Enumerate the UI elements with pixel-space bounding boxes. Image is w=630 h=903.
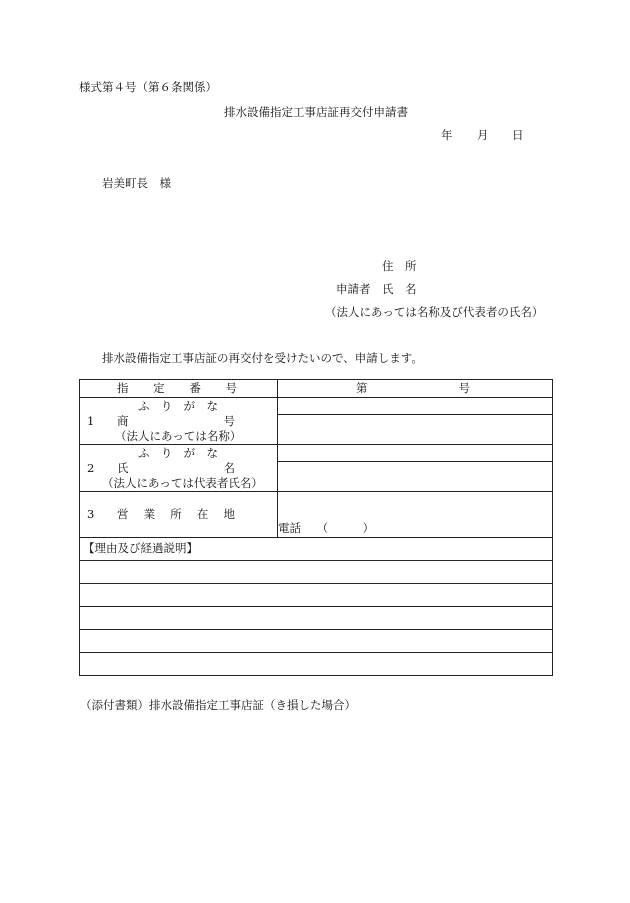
application-table [79,379,553,676]
name-label: 氏 名 [382,282,417,296]
attachment-note: （添付書類）排水設備指定工事店証（き損した場合） [80,698,356,712]
reason-line [80,584,553,607]
representative-name-note: （法人にあっては代表者氏名） [102,476,263,490]
reason-field[interactable] [80,561,553,584]
furigana-char: な [206,399,218,413]
label-char: 号 [223,414,235,428]
date-month: 月 [477,128,489,142]
trade-name-note: （法人にあっては名称） [115,429,242,443]
number-prefix: 第 [356,380,368,395]
reason-line [80,653,553,676]
item-number: 1 [87,414,95,428]
label-char: 在 [196,506,209,521]
trade-name-field[interactable] [278,415,553,445]
furigana-char: ふ [138,446,150,460]
label-char: 業 [143,506,156,521]
label-char: 号 [225,380,237,395]
name-furigana-field[interactable] [278,445,553,462]
label-char: 営 [117,506,129,521]
office-location-label [80,492,278,538]
label-char: 商 [117,414,129,428]
label-char: 地 [223,506,235,521]
furigana-char: り [160,446,173,460]
applicant-role-label: 申請者 [336,282,371,296]
reason-line [80,607,553,630]
representative-name-label [80,445,278,492]
name-furigana-row [80,445,553,462]
reason-field[interactable] [80,653,553,676]
form-number: 様式第４号（第６条関係） [79,80,217,94]
label-char: 名 [223,461,235,475]
reason-field[interactable] [80,607,553,630]
addressee: 岩美町長 様 [102,176,171,190]
trade-name-furigana-field[interactable] [278,398,553,415]
reason-line [80,561,553,584]
label-char: 定 [153,380,165,395]
trade-name-label [80,398,278,445]
label-char: 番 [189,380,201,395]
label-char: 氏 [117,461,129,475]
reason-label: 【理由及び経過説明】 [80,538,553,561]
furigana-char: な [206,446,218,460]
applicant-note: （法人にあっては名称及び代表者の氏名） [325,305,544,319]
date-year: 年 [441,128,453,142]
phone-label: 電話 [278,520,301,535]
furigana-char: が [183,446,196,460]
reason-line [80,630,553,653]
furigana-char: り [160,399,173,413]
reason-field[interactable] [80,584,553,607]
designation-number-value[interactable] [278,380,553,398]
office-location-row [80,492,553,538]
reason-header-row [80,538,553,561]
label-char: 所 [170,506,182,521]
number-suffix: 号 [458,380,470,395]
item-number: 3 [87,506,95,521]
date-day: 日 [512,128,524,142]
representative-name-field[interactable] [278,462,553,492]
designation-number-label [80,380,278,398]
address-label: 住 所 [382,259,417,273]
phone-field[interactable]: （ ） [316,520,375,535]
page-title: 排水設備指定工事店証再交付申請書 [224,105,408,119]
reason-field[interactable] [80,630,553,653]
furigana-char: が [183,399,196,413]
statement: 排水設備指定工事店証の再交付を受けたいので、申請します。 [102,351,423,365]
designation-number-row [80,380,553,398]
label-char: 指 [117,380,129,395]
trade-name-furigana-row [80,398,553,415]
furigana-char: ふ [138,399,150,413]
office-location-field[interactable] [278,492,553,538]
item-number: 2 [87,461,95,475]
